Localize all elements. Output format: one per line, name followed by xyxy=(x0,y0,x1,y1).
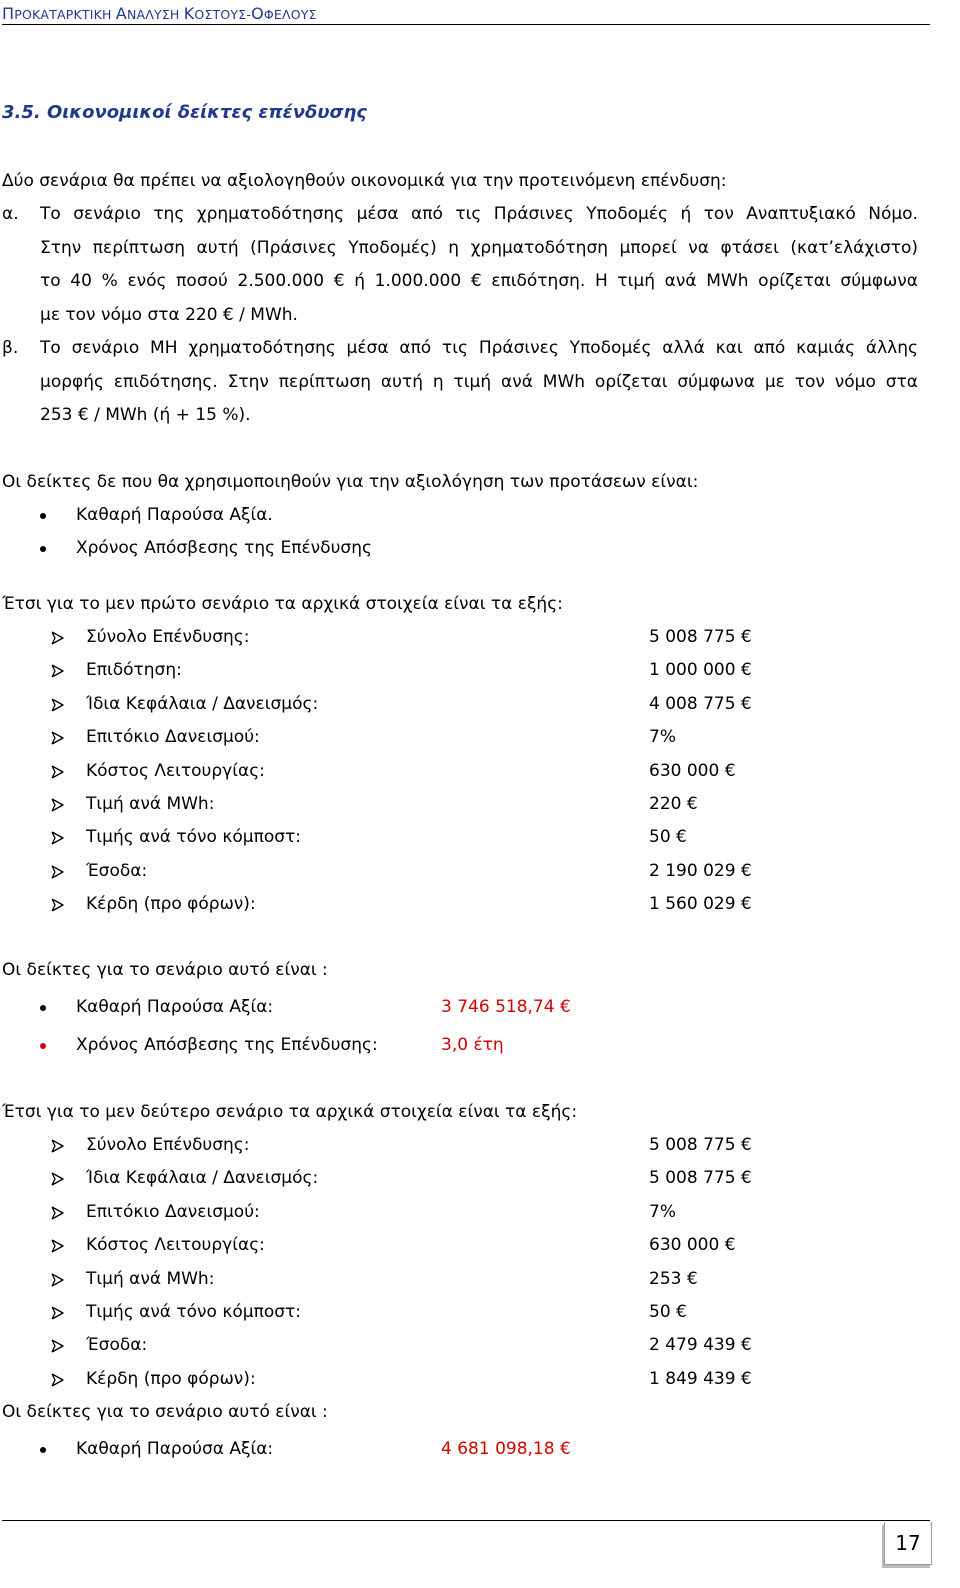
list-item-label: Κέρδη (προ φόρων): xyxy=(86,1368,256,1389)
list-item-value: 2 190 029 € xyxy=(649,860,752,881)
bullet-icon xyxy=(40,546,46,552)
list-item-value: 50 € xyxy=(649,827,687,848)
list-item-value: 5 008 775 € xyxy=(649,627,752,647)
scenario-a-marker: α. xyxy=(2,204,19,224)
list-item-label: Κόστος Λειτουργίας: xyxy=(86,760,265,781)
header-part: ΝΑΛΥΣΗ xyxy=(126,7,184,22)
list-item-value: 7% xyxy=(649,727,676,748)
list-item-label: Έσοδα: xyxy=(86,1335,148,1356)
result-value: 4 681 098,18 € xyxy=(441,1439,571,1459)
header-part: ΟΣΤΟΥΣ- xyxy=(194,7,252,22)
list-item-value: 7% xyxy=(649,1201,676,1222)
result-label: Χρόνος Απόσβεσης της Επένδυσης: xyxy=(76,1035,378,1055)
result-value: 3 746 518,74 € xyxy=(441,997,571,1017)
intro-paragraph: Δύο σενάρια θα πρέπει να αξιολογηθούν οικονομικά για την προτεινόμενη επένδυση: xyxy=(2,171,727,191)
bullet-icon xyxy=(40,1005,46,1011)
arrow-bullet-icon xyxy=(50,830,66,846)
list-item-label: Κέρδη (προ φόρων): xyxy=(86,894,256,915)
arrow-bullet-icon xyxy=(50,630,66,646)
header-part: Α xyxy=(115,4,127,23)
arrow-bullet-icon xyxy=(50,1272,66,1288)
scenario-a-line: Στην περίπτωση αυτή (Πράσινες Υποδομές) η χρηματοδότηση μπορεί να φτάσει (κατ’ελάχιστο) xyxy=(40,238,918,258)
arrow-bullet-icon xyxy=(50,1171,66,1187)
arrow-bullet-icon xyxy=(50,864,66,880)
list-item-label: Επιτόκιο Δανεισμού: xyxy=(86,727,260,748)
list-item-value: 4 008 775 € xyxy=(649,693,752,714)
running-header xyxy=(2,4,930,25)
arrow-bullet-icon xyxy=(50,1205,66,1221)
arrow-bullet-icon xyxy=(50,797,66,813)
list-item-value: 5 008 775 € xyxy=(649,1168,752,1189)
arrow-bullet-icon xyxy=(50,697,66,713)
list-item-label: Ίδια Κεφάλαια / Δανεισμός: xyxy=(86,693,319,714)
list-item-value: 50 € xyxy=(649,1302,687,1322)
list-item-label: Τιμή ανά MWh: xyxy=(86,1268,215,1289)
list-item-label: Ίδια Κεφάλαια / Δανεισμός: xyxy=(86,1168,319,1189)
arrow-bullet-icon xyxy=(50,1305,66,1321)
indicator-item: Χρόνος Απόσβεσης της Επένδυσης xyxy=(76,538,372,558)
scenario-b-line: Το σενάριο ΜΗ χρηματοδότησης μέσα από τις Πράσινες Υποδομές αλλά και από καμιάς άλλης xyxy=(40,338,918,358)
indicator-item: Καθαρή Παρούσα Αξία. xyxy=(76,505,273,525)
list-item-label: Τιμή ανά MWh: xyxy=(86,794,215,814)
arrow-bullet-icon xyxy=(50,1138,66,1154)
header-part: Π xyxy=(2,4,15,23)
list-item-label: Σύνολο Επένδυσης: xyxy=(86,627,250,647)
list-item-value: 1 849 439 € xyxy=(649,1368,752,1389)
list-item-label: Κόστος Λειτουργίας: xyxy=(86,1235,265,1256)
arrow-bullet-icon xyxy=(50,730,66,746)
list-item-label: Επιδότηση: xyxy=(86,660,182,681)
list-item-value: 1 560 029 € xyxy=(649,894,752,915)
first-scenario-intro: Έτσι για το μεν πρώτο σενάριο τα αρχικά στοιχεία είναι τα εξής: xyxy=(2,594,563,614)
header-part: ΦΕΛΟΥΣ xyxy=(263,7,317,22)
scenario-a-line: Το σενάριο της χρηματοδότησης μέσα από τις Πράσινες Υποδομές ή τον Αναπτυξιακό Νόμο. xyxy=(40,204,918,224)
list-item-value: 2 479 439 € xyxy=(649,1335,752,1356)
scenario-a-line: το 40 % ενός ποσού 2.500.000 € ή 1.000.000 € επιδότηση. Η τιμή ανά MWh ορίζεται σύμφωνα xyxy=(40,271,918,291)
bullet-icon xyxy=(40,1447,46,1453)
list-item-value: 220 € xyxy=(649,794,698,814)
bullet-icon xyxy=(40,1043,46,1049)
list-item-label: Τιμής ανά τόνο κόμποστ: xyxy=(86,827,301,848)
list-item-value: 630 000 € xyxy=(649,760,736,781)
list-item-label: Επιτόκιο Δανεισμού: xyxy=(86,1201,260,1222)
result-label: Καθαρή Παρούσα Αξία: xyxy=(76,997,274,1017)
arrow-bullet-icon xyxy=(50,1338,66,1354)
section-title: 3.5. Οικονομικοί δείκτες επένδυσης xyxy=(2,102,367,123)
scenario-a-line: με τον νόμο στα 220 € / MWh. xyxy=(40,305,298,325)
list-item-value: 1 000 000 € xyxy=(649,660,752,681)
second-scenario-intro: Έτσι για το μεν δεύτερο σενάριο τα αρχικά στοιχεία είναι τα εξής: xyxy=(2,1102,578,1122)
list-item-label: Τιμής ανά τόνο κόμποστ: xyxy=(86,1302,301,1322)
list-item-value: 5 008 775 € xyxy=(649,1135,752,1155)
page-number: 17 xyxy=(884,1522,932,1565)
scenario-b-line: 253 € / MWh (ή + 15 %). xyxy=(40,405,251,425)
arrow-bullet-icon xyxy=(50,1372,66,1388)
second-results-intro: Οι δείκτες για το σενάριο αυτό είναι : xyxy=(2,1402,328,1422)
result-label: Καθαρή Παρούσα Αξία: xyxy=(76,1439,274,1459)
arrow-bullet-icon xyxy=(50,663,66,679)
list-item-label: Έσοδα: xyxy=(86,860,148,881)
scenario-b-line: μορφής επιδότησης. Στην περίπτωση αυτή η τιμή ανά MWh ορίζεται σύμφωνα με τον νόμο στα xyxy=(40,372,918,392)
footer-rule xyxy=(2,1520,930,1521)
list-item-value: 630 000 € xyxy=(649,1235,736,1256)
arrow-bullet-icon xyxy=(50,1238,66,1254)
indicators-intro: Οι δείκτες δε που θα χρησιμοποιηθούν για την αξιολόγηση των προτάσεων είναι: xyxy=(2,472,699,492)
list-item-value: 253 € xyxy=(649,1268,698,1289)
bullet-icon xyxy=(40,513,46,519)
arrow-bullet-icon xyxy=(50,897,66,913)
arrow-bullet-icon xyxy=(50,764,66,780)
first-results-intro: Οι δείκτες για το σενάριο αυτό είναι : xyxy=(2,960,328,980)
header-part: ΡΟΚΑΤΑΡΚΤΙΚΗ xyxy=(14,7,116,22)
result-value: 3,0 έτη xyxy=(441,1035,504,1055)
list-item-label: Σύνολο Επένδυσης: xyxy=(86,1135,250,1155)
scenario-b-marker: β. xyxy=(2,338,19,358)
header-part: Ο xyxy=(251,4,264,23)
header-part: Κ xyxy=(183,4,195,23)
